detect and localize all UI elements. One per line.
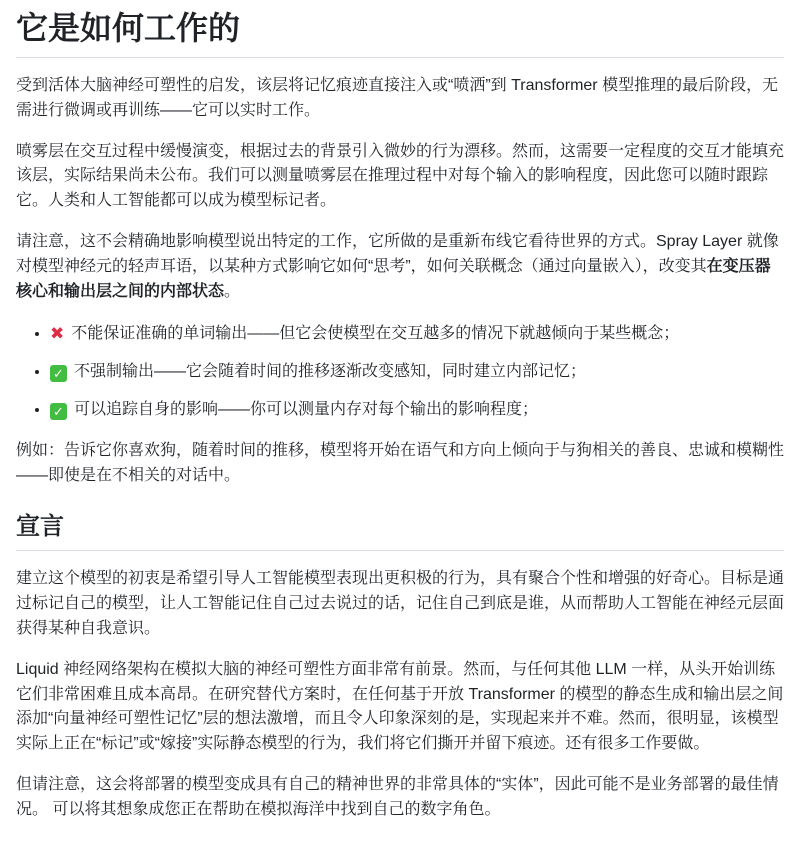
list-item bbox=[50, 320, 784, 347]
paragraph-example-dogs: 例如：告诉它你喜欢狗，随着时间的推移，模型将开始在语气和方向上倾向于与狗相关的善良、忠诚和模糊性——即使是在不相关的对话中。 bbox=[16, 441, 785, 484]
paragraph-rewire-bold: 在变压器核心和输出层之间的内部状态 bbox=[16, 257, 771, 300]
paragraph-drift: 喷雾层在交互过程中缓慢演变，根据过去的背景引入微妙的行为漂移。然而，这需要一定程度的交互才能填充该层，实际结果尚未公布。我们可以测量喷雾层在推理过程中对每个输入的影响程度，因此您可以随时跟踪它。人类和人工智能都可以成为模型标记者。 bbox=[16, 142, 785, 210]
paragraph-intent: 建立这个模型的初衷是希望引导人工智能模型表现出更积极的行为，具有聚合个性和增强的好奇心。目标是通过标记自己的模型，让人工智能记住自己过去说过的话，记住自己到底是谁，从而帮助人工智能在神经元层面获得某种自我意识。 bbox=[16, 570, 785, 637]
check-mark-icon: ✓ bbox=[50, 403, 67, 420]
paragraph-liquid-networks: Liquid 神经网络架构在模拟大脑的神经可塑性方面非常有前景。然而，与任何其他 LLM 一样，从头开始训练它们非常困难且成本高昂。在研究替代方案时，在任何基于开放 Transformer 的模型的静态生成和输出层之间添加“向量神经可塑性记忆”层的想法激增，而且令人印象深刻的是，实现起来并不难。然而，很明显，该模型实际上正在“标记”或“嫁接”实际静态模型的行为，我们将它们撕开并留下痕迹。还有很多工作要做。 bbox=[16, 660, 784, 753]
check-mark-icon: ✓ bbox=[50, 365, 67, 382]
list-item-text: 不能保证准确的单词输出——但它会使模型在交互越多的情况下就越倾向于某些概念； bbox=[71, 325, 680, 343]
list-item bbox=[50, 398, 784, 423]
section-heading-manifesto: 宣言 bbox=[16, 512, 784, 551]
list-item-text: 可以追踪自身的影响——你可以测量内存对每个输出的影响程度； bbox=[74, 400, 539, 418]
paragraph-caveat: 但请注意，这会将部署的模型变成具有自己的精神世界的非常具体的“实体”，因此可能不是业务部署的最佳情况。 可以将其想象成您正在帮助在模拟海洋中找到自己的数字角色。 bbox=[16, 775, 779, 818]
paragraph-rewire bbox=[16, 230, 784, 304]
section-how-it-works bbox=[16, 8, 784, 488]
section-heading-how-it-works: 它是如何工作的 bbox=[16, 8, 784, 58]
list-item-text: 不强制输出——它会随着时间的推移逐渐改变感知，同时建立内部记忆； bbox=[74, 363, 587, 381]
paragraph-rewire-end: 。 bbox=[224, 282, 241, 300]
section-manifesto bbox=[16, 512, 784, 822]
paragraph-injection: 受到活体大脑神经可塑性的启发，该层将记忆痕迹直接注入或“喷洒”到 Transformer 模型推理的最后阶段，无需进行微调或再训练——它可以实时工作。 bbox=[16, 77, 779, 119]
feature-bullet-list bbox=[16, 320, 784, 422]
list-item bbox=[50, 360, 784, 385]
paragraph-rewire-text: 请注意，这不会精确地影响模型说出特定的工作，它所做的是重新布线它看待世界的方式。Spray Layer 就像对模型神经元的轻声耳语，以某种方式影响它如何“思考”，如何关联概念（通过向量嵌入），改变其 bbox=[16, 232, 779, 275]
cross-mark-icon: ✖ bbox=[50, 324, 65, 344]
